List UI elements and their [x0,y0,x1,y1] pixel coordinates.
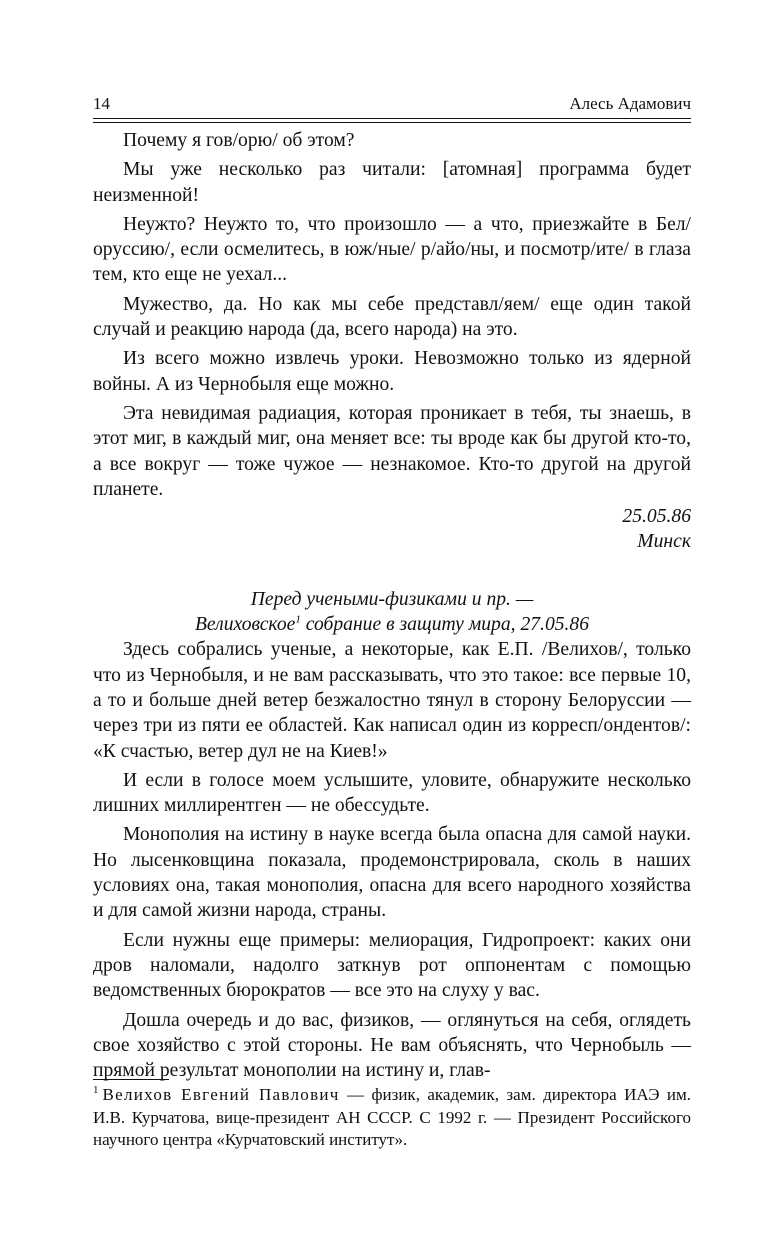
paragraph: Мужество, да. Но как мы себе представл/яем/ еще один такой случай и реакцию народа (да, всего народа) на это. [93,293,691,341]
heading-text-before: Велиховское [194,614,296,636]
book-page [93,86,691,1082]
page-number: 14 [93,94,110,113]
heading-text-after: собрание в защиту мира, 27.05.86 [300,614,590,636]
main-text [93,128,691,1083]
signature-place: Минск [637,531,691,553]
footnote-separator [93,1079,169,1080]
footnote-number: 1 [93,1084,99,1097]
paragraph: Неужто? Неужто то, что произошло — а что, приезжайте в Бел/оруссию/, если осмелитесь, в юж/ные/ р/айо/ны, и посмотр/ите/ в глаза тем, кто еще не уехал... [93,213,691,286]
section-heading-line1: Перед учеными-физиками и пр. — [250,588,534,610]
running-head-author: Алесь Адамович [569,94,691,113]
paragraph: И если в голосе моем услышите, уловите, обнаружите несколько лишних миллирентген — не обессудьте. [93,769,691,817]
paragraph: Эта невидимая радиация, которая проникает в тебя, ты знаешь, в этот миг, в каждый миг, она меняет все: ты вроде как бы другой кто-то, а все вокруг — тоже чужое — незнакомое. Кто-то другой на другой планете. [93,402,691,500]
paragraph: Здесь собрались ученые, а некоторые, как Е.П. /Велихов/, только что из Чернобыля, и не вам рассказывать, что это такое: все первые 10, а то и больше дней ветер безжалостно тянул в сторону Белоруссии — через три из пяти ее областей. Как написал один из корресп/ондентов/: «К счастью, ветер дул не на Киев!» [93,639,691,762]
section-heading-line2 [93,612,691,637]
footnote-marker[interactable]: 1 [295,613,301,626]
paragraph: Из всего можно извлечь уроки. Невозможно только из ядерной войны. А из Чернобыля еще можно. [93,348,691,395]
running-header [93,86,691,114]
header-rule-thin [93,122,691,123]
paragraph: Дошла очередь и до вас, физиков, — оглянуться на себя, оглядеть свое хозяйство с этой стороны. Не вам объяснять, что Чернобыль — прямой результат монополии на истину и, глав- [93,1009,691,1082]
paragraph: Монополия на истину в науке всегда была опасна для самой науки. Но лысенковщина показала, продемонстрировала, сколь в наших условиях она, такая монополия, опасна для всего народного хозяйства и для самой жизни народа, страны. [93,824,691,922]
paragraph: Мы уже несколько раз читали: [атомная] программа будет неизменной! [93,159,691,206]
signature-date: 25.05.86 [622,506,691,528]
footnote-name: Велихов Евгений Павлович [102,1085,340,1104]
footnote-text: — физик, академик, зам. директора ИАЭ им. И.В. Курчатова, вице-президент АН СССР. С 1992 г. — Президент Российского научного центра «Курчатовский институт». [93,1085,691,1149]
paragraph: Почему я гов/орю/ об этом? [123,130,355,151]
header-rule-thick [93,118,691,119]
paragraph: Если нужны еще примеры: мелиорация, Гидропроект: каких они дров наломали, надолго заткнув рот оппонентам с помощью ведомственных бюрократов — все это на слуху у вас. [93,929,691,1002]
footnote [93,1084,691,1152]
